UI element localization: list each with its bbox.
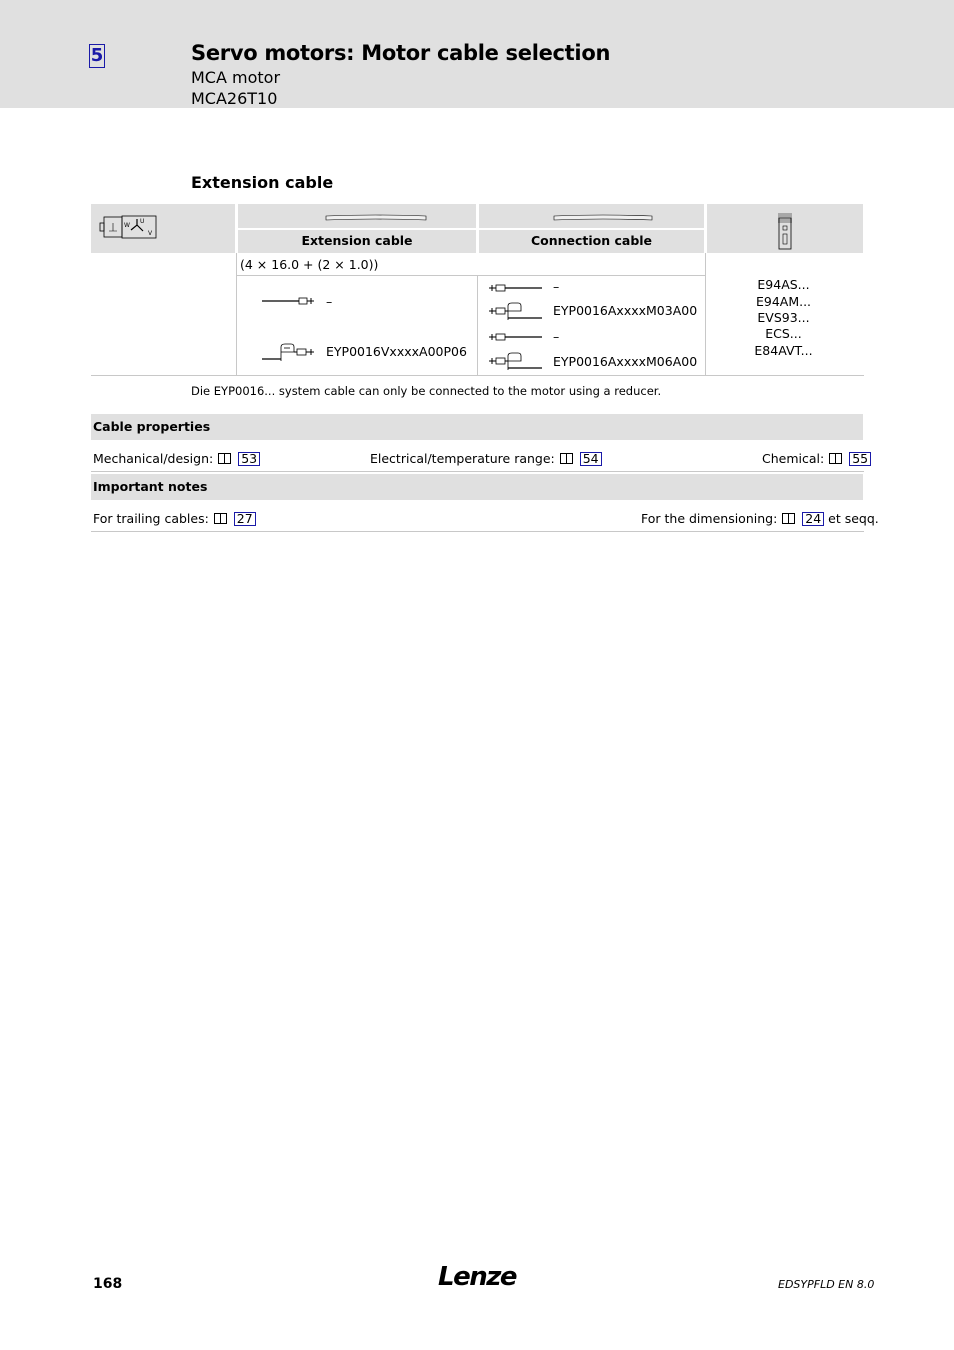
page-number: 168 bbox=[93, 1276, 123, 1292]
mechanical-label: Mechanical/design: bbox=[93, 451, 214, 466]
lenze-logo: Lenze bbox=[438, 1262, 516, 1292]
document-id: EDSYPFLD EN 8.0 bbox=[778, 1278, 875, 1291]
electrical-label: Electrical/temperature range: bbox=[370, 451, 555, 466]
table-divider bbox=[705, 253, 706, 376]
trailing-cables-ref bbox=[93, 511, 256, 526]
chemical-label: Chemical: bbox=[762, 451, 825, 466]
extension-cable-reducer-icon bbox=[261, 341, 317, 363]
controller-item: E84AVT... bbox=[754, 343, 813, 358]
connection-cable-icon bbox=[553, 214, 653, 222]
important-notes-heading: Important notes bbox=[93, 479, 208, 494]
page-subtitle-motor: MCA motor bbox=[191, 68, 281, 87]
svg-text:V: V bbox=[148, 230, 153, 237]
extension-cable-icon bbox=[325, 214, 427, 222]
controller-item: ECS... bbox=[765, 326, 802, 341]
connection-dash-1: – bbox=[553, 279, 560, 294]
book-icon bbox=[218, 453, 231, 464]
book-icon bbox=[560, 453, 573, 464]
connection-part-number-1: EYP0016AxxxxM03A00 bbox=[553, 303, 698, 318]
cross-section-value: (4 × 16.0 + (2 × 1.0)) bbox=[240, 257, 379, 272]
connection-cable-header: Connection cable bbox=[530, 233, 653, 248]
dimensioning-suffix: et seqq. bbox=[828, 511, 879, 526]
row-divider bbox=[91, 471, 864, 472]
connection-cable-reducer-icon bbox=[488, 350, 544, 372]
table-divider bbox=[91, 375, 864, 376]
controller-icon bbox=[777, 212, 793, 250]
controller-item: E94AS... bbox=[757, 277, 810, 292]
book-icon bbox=[214, 513, 227, 524]
motor-icon bbox=[99, 213, 157, 241]
electrical-range-ref bbox=[370, 451, 602, 466]
trailing-page-link[interactable]: 27 bbox=[234, 512, 256, 526]
connection-cable-plug-icon bbox=[488, 331, 544, 343]
connection-part-number-2: EYP0016AxxxxM06A00 bbox=[553, 354, 698, 369]
chemical-page-link[interactable]: 55 bbox=[849, 452, 871, 466]
page-title: Servo motors: Motor cable selection bbox=[191, 41, 611, 65]
electrical-page-link[interactable]: 54 bbox=[580, 452, 602, 466]
dimensioning-ref bbox=[641, 511, 879, 526]
mechanical-design-ref bbox=[93, 451, 260, 466]
book-icon bbox=[829, 453, 842, 464]
controller-item: EVS93... bbox=[757, 310, 810, 325]
controller-item: E94AM... bbox=[755, 294, 812, 309]
trailing-label: For trailing cables: bbox=[93, 511, 209, 526]
cable-properties-heading: Cable properties bbox=[93, 419, 211, 434]
connection-dash-2: – bbox=[553, 329, 560, 344]
table-divider bbox=[236, 275, 705, 276]
section-title: Extension cable bbox=[191, 173, 334, 192]
chemical-ref bbox=[762, 451, 871, 466]
dimensioning-page-link[interactable]: 24 bbox=[802, 512, 824, 526]
table-note: Die EYP0016... system cable can only be connected to the motor using a reducer. bbox=[191, 384, 662, 398]
mechanical-page-link[interactable]: 53 bbox=[238, 452, 260, 466]
extension-cable-plug-icon bbox=[261, 295, 317, 307]
svg-text:W: W bbox=[124, 222, 130, 229]
book-icon bbox=[782, 513, 795, 524]
page-subtitle-model: MCA26T10 bbox=[191, 89, 278, 108]
extension-part-number: EYP0016VxxxxA00P06 bbox=[326, 344, 467, 359]
connection-cable-reducer-icon bbox=[488, 300, 544, 322]
table-divider bbox=[236, 253, 237, 376]
dimensioning-label: For the dimensioning: bbox=[641, 511, 778, 526]
svg-text:U: U bbox=[140, 218, 145, 225]
table-divider bbox=[477, 276, 478, 376]
extension-cable-header: Extension cable bbox=[301, 233, 413, 248]
chapter-number[interactable]: 5 bbox=[90, 45, 104, 66]
connection-cable-plug-icon bbox=[488, 282, 544, 294]
extension-dash: – bbox=[326, 294, 333, 309]
row-divider bbox=[91, 531, 864, 532]
